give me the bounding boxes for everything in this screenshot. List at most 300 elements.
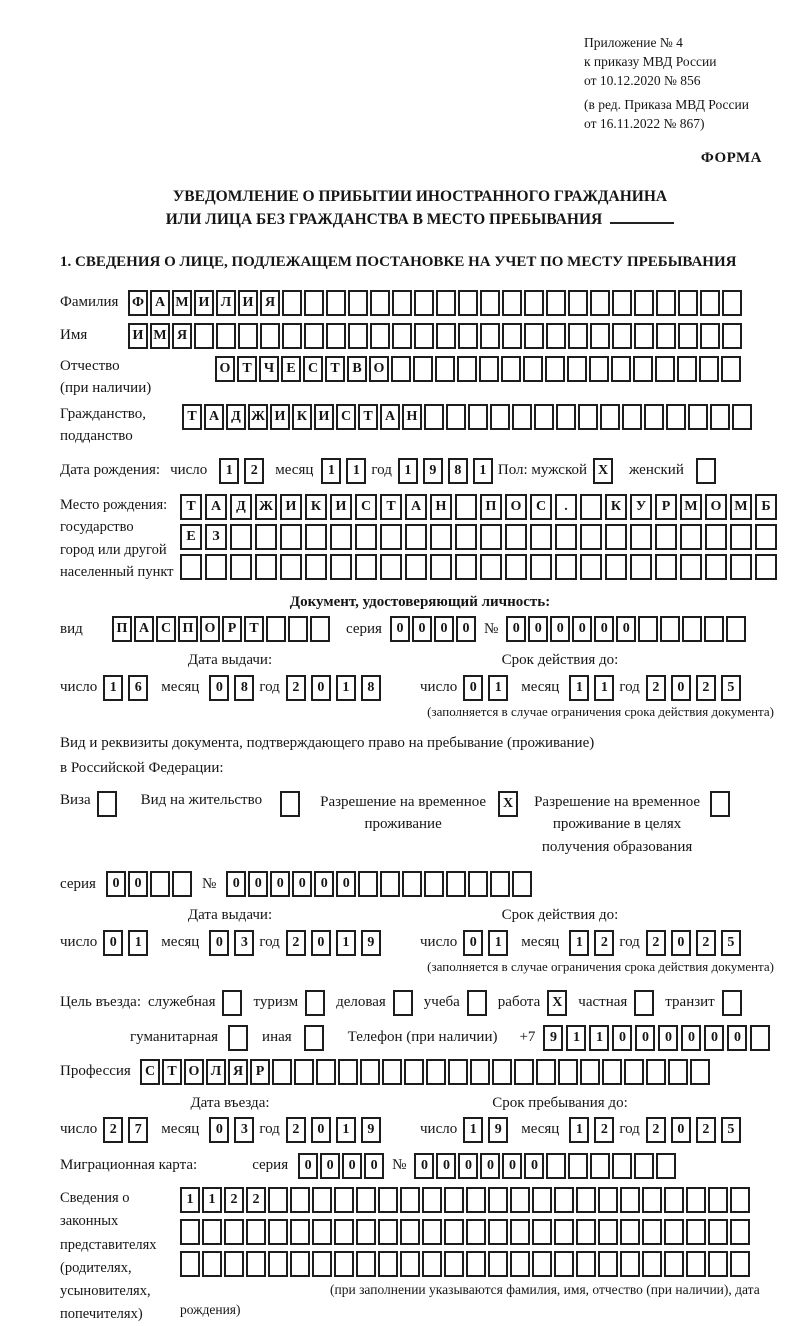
char-cell-filled[interactable]: 5 [721,1117,741,1143]
char-cell-filled[interactable]: 1 [398,458,418,484]
char-cell[interactable] [430,554,452,580]
char-cell[interactable] [348,290,368,316]
char-cell[interactable] [642,1187,662,1213]
char-cell[interactable] [554,1187,574,1213]
char-cell[interactable] [620,1187,640,1213]
char-cell[interactable] [446,404,466,430]
char-cell-filled[interactable]: А [205,494,227,520]
char-cell[interactable] [655,356,675,382]
char-cell-filled[interactable]: 1 [566,1025,586,1051]
char-cell-filled[interactable]: П [480,494,502,520]
char-cell[interactable] [290,1187,310,1213]
char-cell[interactable] [290,1219,310,1245]
char-cell[interactable] [380,554,402,580]
char-cell-filled[interactable]: 1 [463,1117,483,1143]
char-cell-filled[interactable]: И [330,494,352,520]
char-cell-filled[interactable]: 0 [106,871,126,897]
char-cell[interactable] [710,791,730,817]
char-cell[interactable] [605,554,627,580]
char-cell-filled[interactable]: К [292,404,312,430]
char-cell-filled[interactable]: К [305,494,327,520]
char-cell[interactable] [722,323,742,349]
char-cell-filled[interactable]: 2 [594,930,614,956]
char-cell-filled[interactable]: О [215,356,235,382]
char-cell[interactable] [682,616,702,642]
char-cell[interactable] [488,1251,508,1277]
char-cell-filled[interactable]: 0 [524,1153,544,1179]
char-cell-filled[interactable]: С [530,494,552,520]
char-cell-filled[interactable]: В [347,356,367,382]
char-cell[interactable] [455,554,477,580]
char-cell[interactable] [580,1059,600,1085]
char-cell-filled[interactable]: 2 [244,458,264,484]
char-cell[interactable] [690,1059,710,1085]
char-cell-filled[interactable]: Н [402,404,422,430]
char-cell-filled[interactable]: 9 [361,1117,381,1143]
char-cell-filled[interactable]: Л [216,290,236,316]
char-cell[interactable] [404,1059,424,1085]
char-cell-filled[interactable]: М [680,494,702,520]
char-cell[interactable] [392,323,412,349]
char-cell[interactable] [700,290,720,316]
char-cell[interactable] [664,1187,684,1213]
char-cell[interactable] [510,1219,530,1245]
char-cell-filled[interactable]: К [605,494,627,520]
char-cell-filled[interactable]: 0 [248,871,268,897]
char-cell[interactable] [598,1187,618,1213]
char-cell[interactable] [330,524,352,550]
char-cell[interactable] [436,323,456,349]
char-cell[interactable] [224,1251,244,1277]
char-cell[interactable] [400,1251,420,1277]
char-cell-filled[interactable]: 2 [286,675,306,701]
char-cell[interactable] [664,1251,684,1277]
char-cell[interactable] [205,554,227,580]
char-cell[interactable] [532,1219,552,1245]
char-cell[interactable] [378,1251,398,1277]
char-cell[interactable] [722,990,742,1016]
char-cell[interactable] [457,356,477,382]
char-cell-filled[interactable]: 0 [704,1025,724,1051]
char-cell-filled[interactable]: 0 [412,616,432,642]
char-cell-filled[interactable]: 1 [569,1117,589,1143]
char-cell[interactable] [710,404,730,430]
char-cell[interactable] [448,1059,468,1085]
char-cell-filled[interactable]: З [205,524,227,550]
char-cell[interactable] [556,404,576,430]
char-cell[interactable] [466,1251,486,1277]
char-cell-filled[interactable]: Б [755,494,777,520]
char-cell-filled[interactable]: Р [222,616,242,642]
char-cell[interactable] [288,616,308,642]
char-cell[interactable] [391,356,411,382]
char-cell[interactable] [656,290,676,316]
char-cell[interactable] [400,1219,420,1245]
char-cell[interactable] [642,1251,662,1277]
char-cell-filled[interactable]: 0 [594,616,614,642]
char-cell[interactable] [304,323,324,349]
char-cell[interactable] [400,1187,420,1213]
char-cell[interactable] [304,290,324,316]
char-cell-filled[interactable]: 0 [480,1153,500,1179]
char-cell-filled[interactable]: 1 [488,675,508,701]
char-cell[interactable] [532,1187,552,1213]
char-cell[interactable] [510,1187,530,1213]
char-cell-filled[interactable]: 0 [434,616,454,642]
char-cell[interactable] [536,1059,556,1085]
char-cell-filled[interactable]: Ж [255,494,277,520]
char-cell[interactable] [633,356,653,382]
char-cell[interactable] [424,871,444,897]
char-cell-filled[interactable]: С [336,404,356,430]
char-cell[interactable] [634,990,654,1016]
char-cell-filled[interactable]: Т [380,494,402,520]
char-cell[interactable] [356,1219,376,1245]
char-cell[interactable] [430,524,452,550]
char-cell[interactable] [446,871,466,897]
char-cell-filled[interactable]: И [280,494,302,520]
char-cell[interactable] [334,1251,354,1277]
char-cell-filled[interactable]: 1 [336,1117,356,1143]
char-cell-filled[interactable]: 0 [502,1153,522,1179]
char-cell[interactable] [392,290,412,316]
char-cell[interactable] [505,554,527,580]
char-cell[interactable] [202,1219,222,1245]
char-cell-filled[interactable]: 2 [696,1117,716,1143]
char-cell[interactable] [246,1251,266,1277]
char-cell-filled[interactable]: 0 [572,616,592,642]
char-cell[interactable] [338,1059,358,1085]
char-cell[interactable] [426,1059,446,1085]
char-cell-filled[interactable]: 0 [436,1153,456,1179]
char-cell-filled[interactable]: 2 [646,930,666,956]
char-cell[interactable] [530,554,552,580]
char-cell[interactable] [750,1025,770,1051]
char-cell-filled[interactable]: 0 [336,871,356,897]
char-cell[interactable] [356,1187,376,1213]
char-cell-filled[interactable]: М [172,290,192,316]
char-cell-filled[interactable]: Я [172,323,192,349]
char-cell-filled[interactable]: Я [228,1059,248,1085]
char-cell-filled[interactable]: О [705,494,727,520]
char-cell[interactable] [512,404,532,430]
char-cell[interactable] [230,554,252,580]
char-cell[interactable] [590,1153,610,1179]
char-cell[interactable] [455,494,477,520]
char-cell[interactable] [726,616,746,642]
char-cell[interactable] [558,1059,578,1085]
char-cell-filled[interactable]: 0 [209,675,229,701]
char-cell[interactable] [655,524,677,550]
char-cell[interactable] [435,356,455,382]
char-cell-filled[interactable]: 0 [727,1025,747,1051]
char-cell[interactable] [268,1187,288,1213]
char-cell[interactable] [312,1251,332,1277]
char-cell[interactable] [268,1219,288,1245]
char-cell-filled[interactable]: А [405,494,427,520]
char-cell-filled[interactable]: 0 [456,616,476,642]
char-cell[interactable] [598,1219,618,1245]
char-cell[interactable] [678,290,698,316]
char-cell[interactable] [656,1153,676,1179]
char-cell-filled[interactable]: Т [244,616,264,642]
char-cell[interactable] [622,404,642,430]
char-cell[interactable] [732,404,752,430]
char-cell[interactable] [580,494,602,520]
char-cell[interactable] [644,404,664,430]
char-cell-filled[interactable]: 0 [292,871,312,897]
char-cell-filled[interactable]: А [380,404,400,430]
char-cell[interactable] [660,616,680,642]
char-cell[interactable] [546,290,566,316]
char-cell-filled[interactable]: Р [250,1059,270,1085]
char-cell[interactable] [348,323,368,349]
char-cell[interactable] [414,290,434,316]
char-cell[interactable] [402,871,422,897]
char-cell[interactable] [355,524,377,550]
char-cell-filled[interactable]: 2 [594,1117,614,1143]
char-cell[interactable] [224,1219,244,1245]
char-cell[interactable] [444,1251,464,1277]
char-cell-filled[interactable]: 0 [463,675,483,701]
char-cell[interactable] [567,356,587,382]
char-cell-filled[interactable]: 0 [671,930,691,956]
char-cell-filled[interactable]: Т [237,356,257,382]
char-cell-filled[interactable]: Т [182,404,202,430]
char-cell[interactable] [688,404,708,430]
char-cell-filled[interactable]: 0 [320,1153,340,1179]
char-cell-filled[interactable]: 8 [448,458,468,484]
char-cell[interactable] [334,1187,354,1213]
char-cell-filled[interactable]: 0 [128,871,148,897]
char-cell[interactable] [555,524,577,550]
char-cell[interactable] [730,1219,750,1245]
char-cell[interactable] [501,356,521,382]
char-cell-filled[interactable]: 1 [321,458,341,484]
char-cell[interactable] [524,290,544,316]
char-cell-filled[interactable]: 0 [364,1153,384,1179]
char-cell[interactable] [545,356,565,382]
char-cell-filled[interactable]: Т [325,356,345,382]
char-cell-filled[interactable]: 9 [543,1025,563,1051]
char-cell-filled[interactable]: 9 [423,458,443,484]
char-cell[interactable] [480,524,502,550]
char-cell[interactable] [268,1251,288,1277]
char-cell[interactable] [422,1251,442,1277]
char-cell[interactable] [634,1153,654,1179]
char-cell[interactable] [405,524,427,550]
char-cell[interactable] [634,323,654,349]
char-cell[interactable] [310,616,330,642]
char-cell-filled[interactable]: 0 [226,871,246,897]
char-cell-filled[interactable]: 2 [646,1117,666,1143]
char-cell[interactable] [708,1219,728,1245]
char-cell[interactable] [488,1187,508,1213]
char-cell[interactable] [305,990,325,1016]
char-cell[interactable] [568,323,588,349]
char-cell-filled[interactable]: 1 [128,930,148,956]
char-cell-filled[interactable]: О [184,1059,204,1085]
char-cell[interactable] [436,290,456,316]
char-cell-filled[interactable]: С [355,494,377,520]
char-cell[interactable] [466,1187,486,1213]
char-cell[interactable] [730,1187,750,1213]
char-cell-filled[interactable]: А [134,616,154,642]
char-cell[interactable] [180,1219,200,1245]
char-cell[interactable] [316,1059,336,1085]
char-cell-filled[interactable]: X [498,791,518,817]
char-cell[interactable] [704,616,724,642]
char-cell[interactable] [282,323,302,349]
char-cell-filled[interactable]: 3 [234,1117,254,1143]
char-cell[interactable] [290,1251,310,1277]
char-cell[interactable] [382,1059,402,1085]
char-cell-filled[interactable]: 2 [286,930,306,956]
char-cell-filled[interactable]: 0 [506,616,526,642]
char-cell-filled[interactable]: А [204,404,224,430]
char-cell-filled[interactable]: 2 [286,1117,306,1143]
char-cell-filled[interactable]: 9 [488,1117,508,1143]
char-cell[interactable] [686,1251,706,1277]
char-cell-filled[interactable]: 9 [361,930,381,956]
char-cell[interactable] [470,1059,490,1085]
char-cell-filled[interactable]: Т [162,1059,182,1085]
char-cell[interactable] [480,323,500,349]
char-cell[interactable] [576,1251,596,1277]
char-cell[interactable] [505,524,527,550]
char-cell[interactable] [334,1219,354,1245]
char-cell[interactable] [722,290,742,316]
char-cell[interactable] [468,404,488,430]
char-cell-filled[interactable]: 0 [311,1117,331,1143]
char-cell[interactable] [699,356,719,382]
char-cell-filled[interactable]: X [547,990,567,1016]
char-cell-filled[interactable]: Я [260,290,280,316]
char-cell-filled[interactable]: Ж [248,404,268,430]
char-cell[interactable] [612,1153,632,1179]
char-cell[interactable] [696,458,716,484]
char-cell[interactable] [246,1219,266,1245]
char-cell-filled[interactable]: 0 [658,1025,678,1051]
char-cell-filled[interactable]: 1 [346,458,366,484]
char-cell-filled[interactable]: М [150,323,170,349]
char-cell-filled[interactable]: Л [206,1059,226,1085]
char-cell[interactable] [378,1219,398,1245]
char-cell[interactable] [360,1059,380,1085]
char-cell[interactable] [413,356,433,382]
char-cell-filled[interactable]: 0 [616,616,636,642]
char-cell[interactable] [238,323,258,349]
char-cell-filled[interactable]: 5 [721,930,741,956]
char-cell[interactable] [602,1059,622,1085]
char-cell[interactable] [686,1219,706,1245]
char-cell[interactable] [666,404,686,430]
char-cell[interactable] [580,524,602,550]
char-cell[interactable] [502,290,522,316]
char-cell[interactable] [677,356,697,382]
char-cell[interactable] [194,323,214,349]
char-cell[interactable] [634,290,654,316]
char-cell[interactable] [524,323,544,349]
char-cell[interactable] [686,1187,706,1213]
char-cell[interactable] [97,791,117,817]
char-cell[interactable] [589,356,609,382]
char-cell-filled[interactable]: И [128,323,148,349]
char-cell-filled[interactable]: 1 [219,458,239,484]
char-cell-filled[interactable]: 1 [488,930,508,956]
char-cell[interactable] [708,1251,728,1277]
char-cell[interactable] [680,554,702,580]
char-cell-filled[interactable]: С [140,1059,160,1085]
char-cell-filled[interactable]: 0 [209,1117,229,1143]
char-cell[interactable] [620,1251,640,1277]
char-cell[interactable] [480,554,502,580]
char-cell-filled[interactable]: 1 [473,458,493,484]
char-cell-filled[interactable]: И [270,404,290,430]
char-cell[interactable] [480,290,500,316]
char-cell[interactable] [356,1251,376,1277]
char-cell[interactable] [280,524,302,550]
char-cell[interactable] [358,871,378,897]
char-cell-filled[interactable]: П [112,616,132,642]
char-cell[interactable] [444,1187,464,1213]
char-cell-filled[interactable]: Н [430,494,452,520]
char-cell[interactable] [730,1251,750,1277]
char-cell[interactable] [424,404,444,430]
char-cell-filled[interactable]: 0 [311,930,331,956]
char-cell-filled[interactable]: О [200,616,220,642]
char-cell[interactable] [700,323,720,349]
char-cell[interactable] [378,1187,398,1213]
char-cell[interactable] [678,323,698,349]
char-cell[interactable] [260,323,280,349]
char-cell[interactable] [458,290,478,316]
char-cell[interactable] [422,1219,442,1245]
char-cell[interactable] [721,356,741,382]
char-cell[interactable] [590,323,610,349]
char-cell[interactable] [326,290,346,316]
char-cell-filled[interactable]: 0 [528,616,548,642]
char-cell[interactable] [590,290,610,316]
char-cell-filled[interactable]: 2 [224,1187,244,1213]
char-cell[interactable] [422,1187,442,1213]
char-cell[interactable] [467,990,487,1016]
char-cell[interactable] [638,616,658,642]
char-cell-filled[interactable]: 1 [594,675,614,701]
char-cell[interactable] [580,554,602,580]
char-cell[interactable] [490,871,510,897]
char-cell[interactable] [568,290,588,316]
char-cell[interactable] [646,1059,666,1085]
char-cell-filled[interactable]: Д [226,404,246,430]
char-cell-filled[interactable]: 0 [270,871,290,897]
char-cell-filled[interactable]: 1 [336,930,356,956]
char-cell[interactable] [612,290,632,316]
char-cell[interactable] [755,524,777,550]
char-cell[interactable] [755,554,777,580]
char-cell[interactable] [530,524,552,550]
char-cell[interactable] [255,524,277,550]
char-cell[interactable] [393,990,413,1016]
char-cell-filled[interactable]: 7 [128,1117,148,1143]
char-cell-filled[interactable]: 2 [103,1117,123,1143]
char-cell-filled[interactable]: X [593,458,613,484]
char-cell[interactable] [180,554,202,580]
char-cell[interactable] [294,1059,314,1085]
char-cell[interactable] [578,404,598,430]
char-cell[interactable] [370,290,390,316]
char-cell[interactable] [532,1251,552,1277]
